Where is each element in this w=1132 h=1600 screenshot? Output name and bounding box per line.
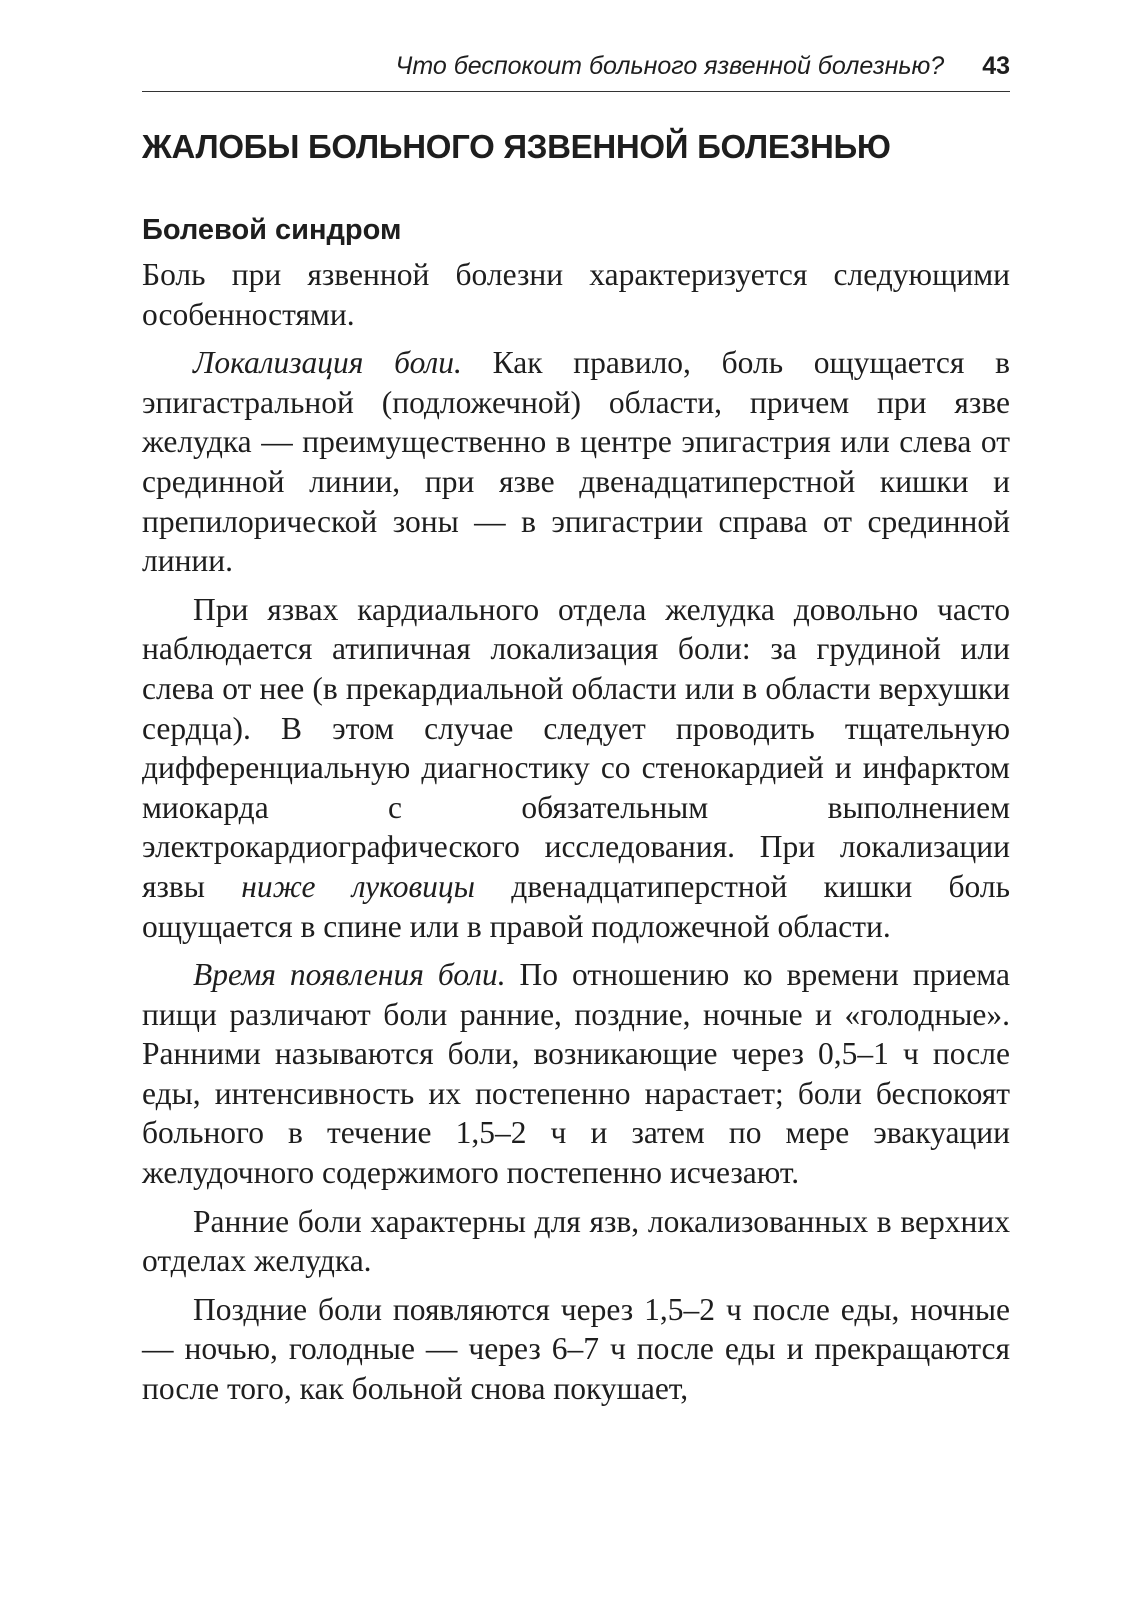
paragraph-lead-pain-timing: Время появления боли.	[193, 957, 506, 993]
book-page	[142, 52, 1010, 1409]
paragraph-cardiac-text-a: При язвах кардиального отдела желудка довольно часто наблюдается атипичная локализация боли: за грудиной или слева от нее (в прекардиальной области или в области верхушки сердца). В этом случае следует проводить тщательную дифференциальную диагностику со стенокардией и инфарктом миокарда с обязательным выполнением электрокардиографического исследования. При локализации язвы	[142, 591, 1010, 904]
running-header-title: Что беспокоит больного язвенной болезнью?	[395, 52, 945, 80]
paragraph-localization-text: Как правило, боль ощущается в эпигастральной (подложечной) области, причем при язве желудка — преимущественно в центре эпигастрия или слева от срединной линии, при язве двенадцатиперстной кишки и препилорической зоны — в эпигастрии справа от срединной линии.	[142, 345, 1010, 579]
running-header	[142, 52, 1010, 92]
paragraph-late-pain: Поздние боли появляются через 1,5–2 ч после еды, ночные — ночью, голодные — через 6–7 ч после еды и прекращаются после того, как больной снова покушает,	[142, 1291, 1010, 1407]
paragraph-pain-timing-text: По отношению ко времени приема пищи различают боли ранние, поздние, ночные и «голодные». Ранними называются боли, возникающие через 0,5–1 ч после еды, интенсивность их постепенно нарастает; боли беспокоят больного в течение 1,5–2 ч и затем по мере эвакуации желудочного содержимого постепенно исчезают.	[142, 957, 1011, 1191]
paragraph-cardiac-emphasis: ниже луковицы	[241, 868, 475, 904]
section-title: Болевой синдром	[142, 214, 402, 246]
paragraph-intro: Боль при язвенной болезни характеризуется следующими особенностями.	[142, 257, 1010, 332]
paragraph-cardiac-ulcers	[142, 590, 1010, 946]
paragraph-pain-timing	[142, 955, 1010, 1193]
body-text	[142, 255, 1010, 1409]
page-number: 43	[982, 52, 1010, 80]
paragraph-localization	[142, 343, 1010, 581]
paragraph-early-pain: Ранние боли характерны для язв, локализованных в верхних отделах желудка.	[142, 1203, 1010, 1279]
chapter-title: ЖАЛОБЫ БОЛЬНОГО ЯЗВЕННОЙ БОЛЕЗНЬЮ	[142, 128, 891, 165]
paragraph-cardiac-text-b: двенадцатиперстной кишки боль ощущается в спине или в правой подложечной области.	[142, 868, 1010, 944]
paragraph-lead-localization: Локализация боли.	[193, 345, 462, 381]
